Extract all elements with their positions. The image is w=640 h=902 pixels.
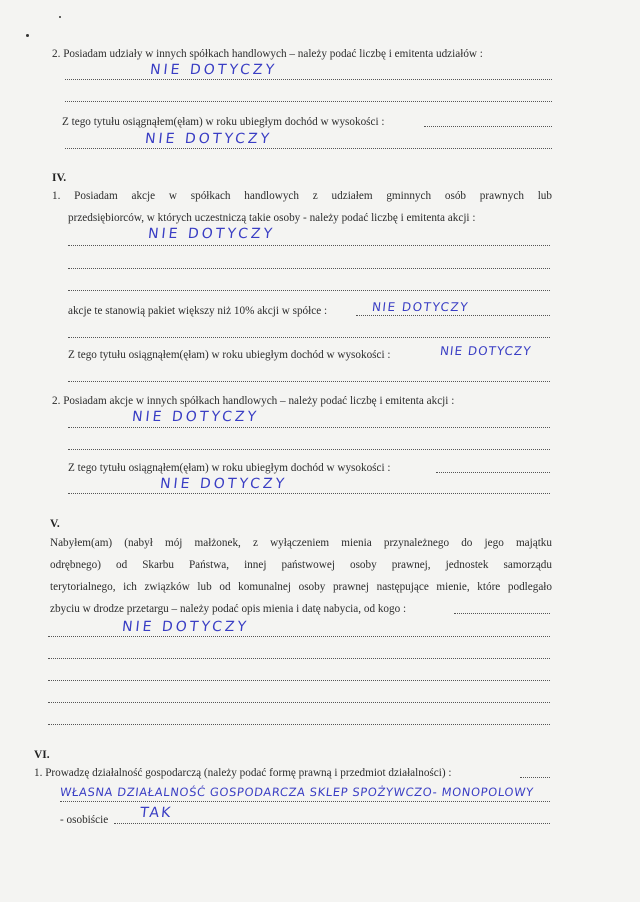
acquisition-answer: NIE DOTYCZY bbox=[121, 619, 250, 635]
stocks-line-2 bbox=[68, 268, 550, 269]
business-question-dots bbox=[520, 777, 550, 778]
stocks-line-1 bbox=[68, 245, 550, 246]
stocks-answer: NIE DOTYCZY bbox=[147, 226, 276, 242]
acquisition-line-2 bbox=[48, 658, 550, 659]
stocks-income-answer: NIE DOTYCZY bbox=[439, 344, 533, 358]
business-answer: WŁASNA DZIAŁALNOŚĆ GOSPODARCZA SKLEP SPOŻYWCZO- MONOPOLOWY bbox=[59, 785, 535, 799]
stocks-question-line1: 1. Posiadam akcje w spółkach handlowych z udziałem gminnych osób prawnych lub bbox=[52, 190, 552, 202]
stocks-line-4 bbox=[68, 337, 550, 338]
acquisition-line-3 bbox=[48, 680, 550, 681]
other-stocks-income-line-a bbox=[436, 472, 550, 473]
other-stocks-answer: NIE DOTYCZY bbox=[131, 409, 260, 425]
scan-speck bbox=[26, 34, 29, 37]
shares-income-answer: NIE DOTYCZY bbox=[144, 131, 273, 147]
shares-income-line-b bbox=[65, 148, 552, 149]
shares-line-2 bbox=[65, 101, 552, 102]
acquisition-line4: zbyciu w drodze przetargu – należy podać opis mienia i datę nabycia, od kogo : bbox=[50, 603, 407, 615]
acquisition-line1: Nabyłem(am) (nabył mój małżonek, z wyłączeniem mienia przynależnego do jego majątku bbox=[50, 537, 552, 549]
stocks-over10-label: akcje te stanowią pakiet większy niż 10% akcji w spółce : bbox=[68, 305, 328, 317]
acquisition-line-4 bbox=[48, 702, 550, 703]
stocks-over10-answer: NIE DOTYCZY bbox=[371, 300, 470, 314]
personally-label: - osobiście bbox=[60, 814, 109, 826]
stocks-line-3 bbox=[68, 290, 550, 291]
shares-income-line-a bbox=[424, 126, 552, 127]
acquisition-line-1 bbox=[48, 636, 550, 637]
stocks-income-line bbox=[68, 381, 550, 382]
acquisition-line4-dots bbox=[454, 613, 550, 614]
stocks-over10-line bbox=[356, 315, 550, 316]
acquisition-line3: terytorialnego, ich związków lub od komunalnej osoby prawnej następujące mienie, które podlegało bbox=[50, 581, 552, 593]
scan-speck bbox=[59, 16, 61, 18]
shares-question: 2. Posiadam udziały w innych spółkach handlowych – należy podać liczbę i emitenta udziałów : bbox=[52, 48, 483, 60]
other-stocks-income-label: Z tego tytułu osiągnąłem(ęłam) w roku ubiegłym dochód w wysokości : bbox=[68, 462, 391, 474]
section-vi-heading: VI. bbox=[34, 749, 50, 761]
other-stocks-line-2 bbox=[68, 449, 550, 450]
shares-income-label: Z tego tytułu osiągnąłem(ęłam) w roku ubiegłym dochód w wysokości : bbox=[62, 116, 385, 128]
other-stocks-income-line-b bbox=[68, 493, 550, 494]
other-stocks-line-1 bbox=[68, 427, 550, 428]
other-stocks-question: 2. Posiadam akcje w innych spółkach handlowych – należy podać liczbę i emitenta akcji : bbox=[52, 395, 455, 407]
personally-line bbox=[114, 823, 550, 824]
business-question: 1. Prowadzę działalność gospodarczą (należy podać formę prawną i przedmiot działalności) : bbox=[34, 767, 452, 779]
shares-line-1 bbox=[65, 79, 552, 80]
stocks-question-line2: przedsiębiorców, w których uczestniczą takie osoby - należy podać liczbę i emitenta akcji : bbox=[68, 212, 476, 224]
section-v-heading: V. bbox=[50, 518, 60, 530]
business-answer-line bbox=[60, 801, 550, 802]
acquisition-line2: odrębnego) od Skarbu Państwa, innej państwowej osoby prawnej, jednostek samorządu bbox=[50, 559, 552, 571]
section-iv-heading: IV. bbox=[52, 172, 67, 184]
other-stocks-income-answer: NIE DOTYCZY bbox=[159, 476, 288, 492]
acquisition-line-5 bbox=[48, 724, 550, 725]
shares-answer: NIE DOTYCZY bbox=[149, 62, 278, 78]
personally-answer: TAK bbox=[139, 805, 174, 821]
stocks-income-label: Z tego tytułu osiągnąłem(ęłam) w roku ubiegłym dochód w wysokości : bbox=[68, 349, 391, 361]
